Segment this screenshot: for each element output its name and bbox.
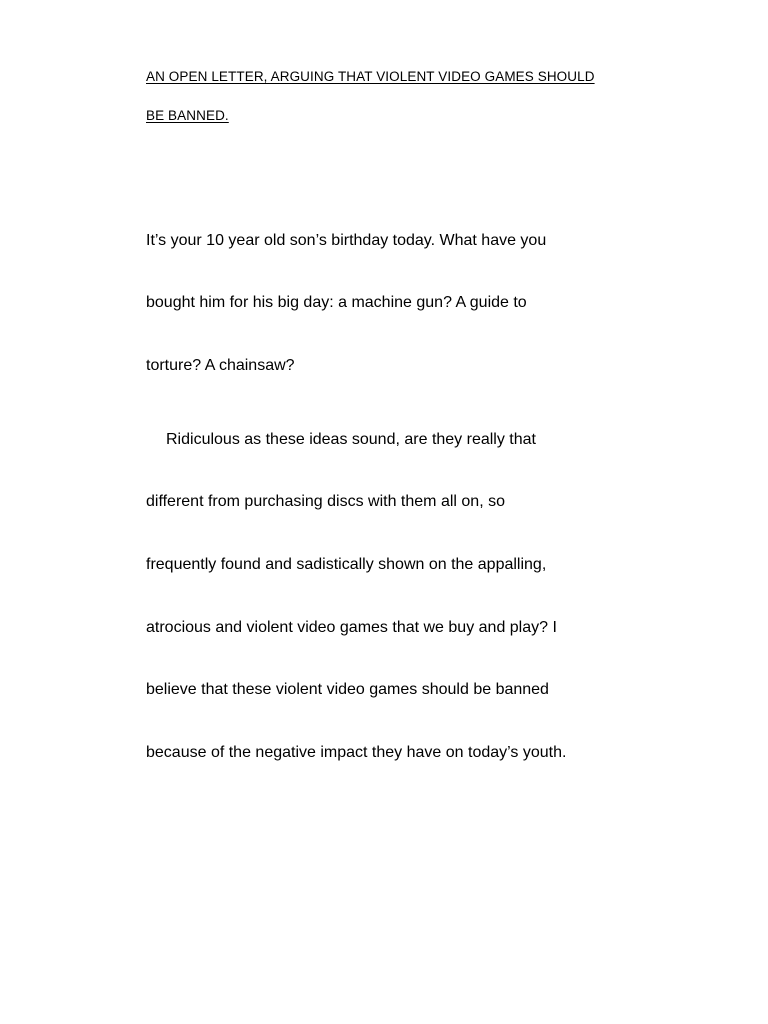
document-title-line-2: BE BANNED. xyxy=(146,108,229,123)
paragraph-2-line-6: because of the negative impact they have on today’s youth. xyxy=(146,744,567,761)
paragraph-2-line-1: Ridiculous as these ideas sound, are they really that xyxy=(166,431,536,448)
paragraph-2-line-4: atrocious and violent video games that we buy and play? I xyxy=(146,619,557,636)
document-title-line-1: AN OPEN LETTER, ARGUING THAT VIOLENT VIDEO GAMES SHOULD xyxy=(146,69,595,84)
paragraph-1-line-3: torture? A chainsaw? xyxy=(146,357,295,374)
paragraph-2-line-3: frequently found and sadistically shown on the appalling, xyxy=(146,556,547,573)
paragraph-2-line-5: believe that these violent video games should be banned xyxy=(146,681,549,698)
paragraph-1-line-2: bought him for his big day: a machine gun? A guide to xyxy=(146,294,527,311)
paragraph-1-line-1: It’s your 10 year old son’s birthday today. What have you xyxy=(146,232,547,249)
paragraph-2-line-2: different from purchasing discs with them all on, so xyxy=(146,493,505,510)
